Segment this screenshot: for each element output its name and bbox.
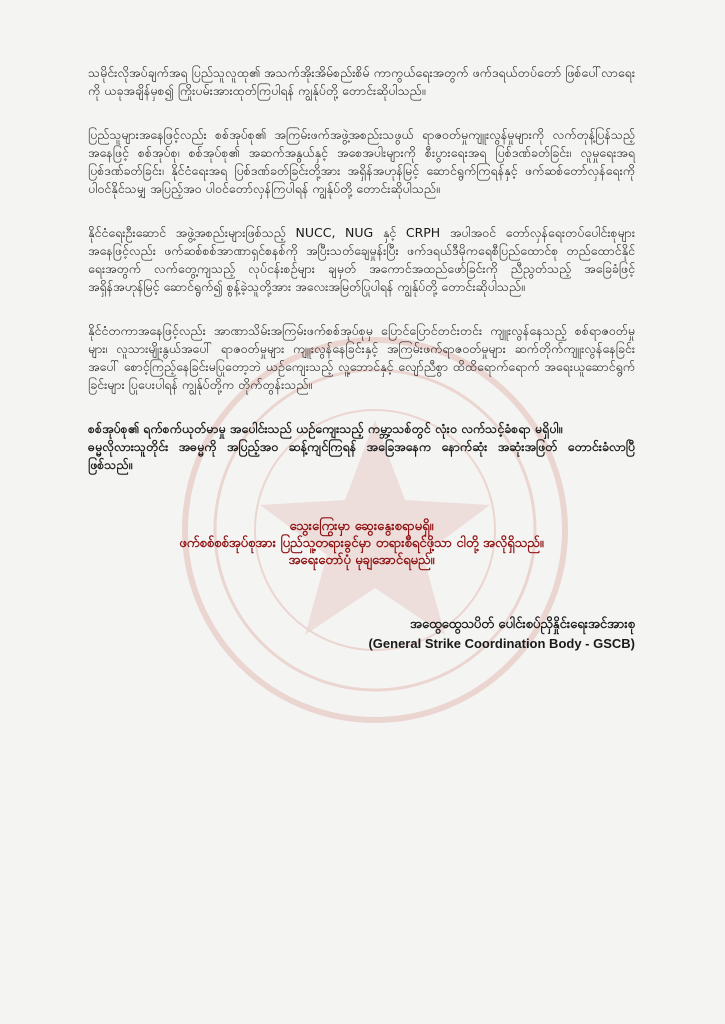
slogan-1: သွေးကြွေးမှာ ဆွေးနွေးစရာမရှိ။ bbox=[289, 519, 434, 534]
bold-line-2: ဓမ္မလိုလားသူတိုင်း အဓမ္မကို အပြည့်အဝ ဆန့်ကျင်ကြရန် အခြေအနေက နောက်ဆုံး အဆုံးအဖြတ် တောင်းခံလာပြီ ဖြစ်သည်။ bbox=[88, 439, 635, 472]
bold-line-1: စစ်အုပ်စု၏ ရက်စက်ယုတ်မာမှု အပေါင်းသည် ယဉ်ကျေးသည့် ကမ္ဘာ့သစ်တွင် လုံးဝ လက်သင့်ခံစရာ မရှိပါ။ bbox=[88, 421, 563, 436]
paragraph-3: နိုင်ငံရေးဦးဆောင် အဖွဲ့အစည်းများဖြစ်သည့် NUCC, NUG နှင့် CRPH အပါအဝင် တော်လှန်ရေးတပ်ပေါင်းစုများအနေဖြင့်လည်း ဖက်ဆစ်စစ်အာဏာရှင်စနစ်ကို အပြီးသတ်ချေမှုန်းပြီး ဖက်ဒရယ်ဒီမိုကရေစီပြည်ထောင်စု တည်ထောင်နိုင်ရေးအတွက် လက်တွေ့ကျသည့် လုပ်ငန်းစဉ်များ ချမှတ် အကောင်အထည်ဖော်ခြင်းကို ညီညွတ်သည့် အခြေခံဖြင့် အရှိန်အဟုန်မြင့် ဆောင်ရွက်၍ စွန့်ခဲ့သူတို့အား အလေးအမြတ်ပြုပါရန် ကျွန်ုပ်တို့ တောင်းဆိုပါသည်။ bbox=[88, 225, 635, 294]
paragraph-4: နိုင်ငံတကာအနေဖြင့်လည်း အာဏာသိမ်းအကြမ်းဖက်စစ်အုပ်စုမှ ပြောင်ပြောင်တင်းတင်း ကျူးလွန်နေသည့် စစ်ရာဇဝတ်မှုများ၊ လူသားမျိုးနွယ်အပေါ် ရာဇဝတ်မှုများ ကျူးလွန်နေခြင်းနှင့် အကြမ်းဖက်ရာဇဝတ်မှုများ ဆက်တိုက်ကျူးလွန်နေခြင်းအပေါ် စောင့်ကြည့်နေခြင်းမပြုတော့ဘဲ ယဉ်ကျေးသည့် လူ့ဘောင်နှင့် လျော်ညီစွာ ထိထိရောက်ရောက် အရေးယူဆောင်ရွက်ခြင်းများ ပြုပေးပါရန် ကျွန်ုပ်တို့က တိုက်တွန်းသည်။ bbox=[88, 323, 635, 392]
bold-statement bbox=[88, 420, 635, 474]
slogans bbox=[88, 518, 635, 569]
signature bbox=[88, 615, 635, 653]
slogan-3: အရေးတော်ပုံ မုချအောင်ရမည်။ bbox=[288, 553, 435, 568]
signature-name-my: အထွေထွေသပိတ် ပေါင်းစပ်ညှိနှိုင်းရေးအင်အားစု bbox=[410, 617, 635, 632]
signature-name-en: (General Strike Coordination Body - GSCB) bbox=[368, 636, 635, 651]
paragraph-2: ပြည်သူများအနေဖြင့်လည်း စစ်အုပ်စု၏ အကြမ်းဖက်အဖွဲ့အစည်းသဖွယ် ရာဇဝတ်မှုကျူးလွန်မှုများကို လက်တုန့်ပြန်သည့်အနေဖြင့် စစ်အုပ်စု၊ စစ်အုပ်စု၏ အဆက်အနွယ်နှင့် အစေအပါးများကို စီးပွားရေးအရ ပြစ်ဒဏ်ခတ်ခြင်း၊ လူမှုရေးအရ ပြစ်ဒဏ်ခတ်ခြင်း၊ နိုင်ငံရေးအရ ပြစ်ဒဏ်ခတ်ခြင်းတို့အား အရှိန်အဟုန်မြင့် ဆောင်ရွက်ကြရန်နှင့် ဖက်ဆစ်တော်လှန်ရေးကို ပါဝင်နိုင်သမျှ အပြည့်အဝ ပါဝင်တော်လှန်ကြပါရန် ကျွန်ုပ်တို့ တောင်းဆိုပါသည်။ bbox=[88, 127, 635, 196]
slogan-2: ဖက်စစ်စစ်အုပ်စုအား ပြည်သူ့တရားခွင်မှာ တရားစီရင်ဖို့သာ ငါတို့ အလိုရှိသည်။ bbox=[179, 536, 544, 551]
paragraph-1: သမိုင်းလိုအပ်ချက်အရ ပြည်သူလူထု၏ အသက်အိုးအိမ်စည်းစိမ် ကာကွယ်ရေးအတွက် ဖက်ဒရယ်တပ်တော် ဖြစ်ပေါ်လာရေးကို ယခုအချိန်မှစ၍ ကြိုးပမ်းအားထုတ်ကြပါရန် ကျွန်ုပ်တို့ တောင်းဆိုပါသည်။ bbox=[88, 65, 635, 98]
